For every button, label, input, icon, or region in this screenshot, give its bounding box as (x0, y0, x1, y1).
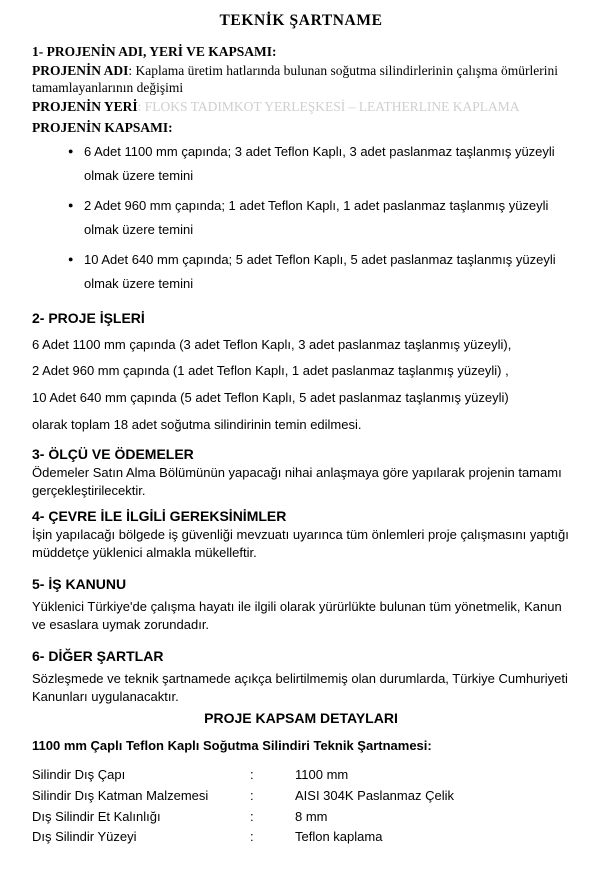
page-title: TEKNİK ŞARTNAME (219, 12, 383, 29)
table-row (32, 827, 570, 848)
spec-value: Teflon kaplama (295, 829, 383, 845)
list-item: ● 2 Adet 960 mm çapında; 1 adet Teflon Kaplı, 1 adet paslanmaz taşlanmış yüzeyli olmak üzere temini (68, 194, 570, 242)
section-5-heading: 5- İŞ KANUNU (32, 576, 127, 593)
section-4-text: İşin yapılacağı bölgede iş güvenliği mevzuatı uyarınca tüm önlemleri proje çalışmasını yaptığı müddetçe yüklenici almakla mükelleftir. (32, 527, 569, 561)
list-item: ● 6 Adet 1100 mm çapında; 3 adet Teflon Kaplı, 3 adet paslanmaz taşlanmış yüzeyli olmak üzere temini (68, 140, 570, 188)
list-item: ● 10 Adet 640 mm çapında; 5 adet Teflon Kaplı, 5 adet paslanmaz taşlanmış yüzeyli olmak üzere temini (68, 248, 570, 296)
section-3-text: Ödemeler Satın Alma Bölümünün yapacağı nihai anlaşmaya göre yapılarak projenin tamamı gerçekleştirilecektir. (32, 465, 562, 499)
spec-value: 1100 mm (295, 766, 349, 782)
section-1-heading: 1- PROJENİN ADI, YERİ VE KAPSAMI: (32, 44, 277, 59)
section-2-line-2: 2 Adet 960 mm çapında (1 adet Teflon Kaplı, 1 adet paslanmaz taşlanmış yüzeyli) , (32, 363, 509, 379)
project-scope-label: PROJENİN KAPSAMI: (32, 119, 173, 135)
spec-key: Dış Silindir Yüzeyi (32, 829, 137, 845)
project-place-line (32, 98, 520, 115)
section-2-line-1: 6 Adet 1100 mm çapında (3 adet Teflon Kaplı, 3 adet paslanmaz taşlanmış yüzeyli), (32, 336, 512, 352)
spec-key: Dış Silindir Et Kalınlığı (32, 808, 161, 824)
table-row (32, 786, 570, 807)
section-2-line-4: olarak toplam 18 adet soğutma silindirinin temin edilmesi. (32, 416, 362, 432)
spec-separator: : (250, 766, 254, 782)
details-heading: PROJE KAPSAM DETAYLARI (204, 709, 398, 726)
spec-key: Silindir Dış Katman Malzemesi (32, 787, 209, 803)
details-sub-heading: 1100 mm Çaplı Teflon Kaplı Soğutma Silindiri Teknik Şartnamesi: (32, 737, 432, 753)
section-6-heading: 6- DİĞER ŞARTLAR (32, 648, 164, 664)
section-5-text: Yüklenici Türkiye'de çalışma hayatı ile ilgili olarak yürürlükte bulunan tüm yönetmelik, Kanun ve esaslara uymak zorundadır. (32, 599, 562, 633)
section-2-heading: 2- PROJE İŞLERİ (32, 309, 145, 326)
table-row (32, 807, 570, 828)
project-name-label: PROJENİN ADI (32, 63, 129, 78)
table-row (32, 765, 570, 786)
project-scope-list (32, 140, 570, 296)
spec-separator: : (250, 808, 254, 824)
project-place-label: PROJENİN YERİ (32, 98, 138, 114)
project-name-value: : Kaplama üretim hatlarında bulunan soğutma silindirlerinin çalışma ömürlerini tamamlayanlarının değişimi (32, 63, 559, 96)
project-place-value: : FLOKS TADIMKOT YERLEŞKESİ – LEATHERLINE KAPLAMA (137, 98, 520, 114)
spec-separator: : (250, 829, 254, 845)
spec-separator: : (250, 787, 254, 803)
section-6-text: Sözleşmede ve teknik şartnamede açıkça belirtilmemiş olan durumlarda, Türkiye Cumhuriyeti Kanunları uygulanacaktır. (32, 671, 568, 704)
section-3-heading: 3- ÖLÇÜ VE ÖDEMELER (32, 446, 194, 463)
project-name-line (32, 62, 570, 97)
spec-table (32, 765, 570, 848)
project-place-line-wrap (32, 98, 570, 118)
spec-key: Silindir Dış Çapı (32, 766, 126, 782)
section-2-line-3: 10 Adet 640 mm çapında (5 adet Teflon Kaplı, 5 adet paslanmaz taşlanmış yüzeyli) (32, 390, 509, 406)
spec-value: AISI 304K Paslanmaz Çelik (295, 787, 454, 803)
section-4-heading: 4- ÇEVRE İLE İLGİLİ GEREKSİNİMLER (32, 508, 287, 525)
spec-value: 8 mm (295, 808, 328, 824)
